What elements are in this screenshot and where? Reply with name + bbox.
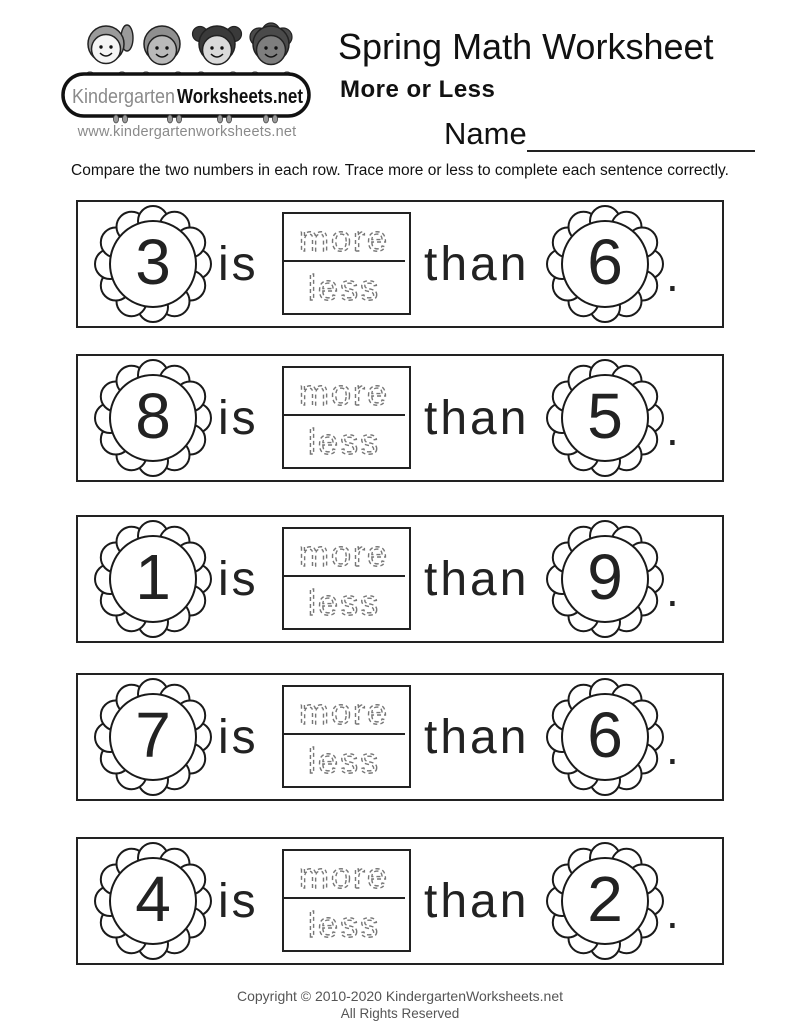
flower-right	[546, 842, 664, 960]
logo-kid-3	[193, 26, 242, 65]
flower-right	[546, 359, 664, 477]
flower-number: 2	[587, 863, 623, 935]
word-is: is	[218, 874, 259, 928]
name-line	[444, 114, 755, 152]
trace-word-more: more	[298, 691, 390, 732]
word-than: than	[424, 391, 530, 445]
flower-right	[546, 678, 664, 796]
trace-word-more: more	[298, 218, 390, 259]
more-less-tracebox[interactable]	[282, 527, 411, 630]
flower-right	[546, 205, 664, 323]
trace-word-more: more	[298, 533, 390, 574]
flower-number: 6	[587, 226, 623, 298]
flower-left	[94, 359, 212, 477]
word-is: is	[218, 237, 259, 291]
website-url: www.kindergartenworksheets.net	[77, 124, 297, 140]
trace-word-more: more	[298, 372, 390, 413]
trace-word-less: less	[307, 421, 381, 462]
word-than: than	[424, 552, 530, 606]
sentence-period: .	[666, 564, 679, 616]
word-is: is	[218, 710, 259, 764]
logo-kid-2	[144, 26, 180, 65]
rights-text: All Rights Reserved	[340, 1006, 460, 1021]
worksheet-row-2	[76, 354, 724, 482]
page-subtitle: More or Less	[340, 76, 496, 103]
sentence-period: .	[666, 886, 679, 938]
flower-left	[94, 520, 212, 638]
name-label: Name	[444, 116, 527, 151]
sentence-period: .	[666, 722, 679, 774]
flower-number: 6	[587, 699, 623, 771]
flower-number: 4	[135, 863, 171, 935]
worksheet-row-5	[76, 837, 724, 965]
flower-left	[94, 205, 212, 323]
trace-word-more: more	[298, 855, 390, 896]
word-than: than	[424, 874, 530, 928]
sentence-period: .	[666, 403, 679, 455]
instructions-text: Compare the two numbers in each row. Trace more or less to complete each sentence correctly.	[71, 162, 729, 179]
word-than: than	[424, 710, 530, 764]
worksheet-row-3	[76, 515, 724, 643]
trace-word-less: less	[307, 267, 381, 308]
flower-left	[94, 678, 212, 796]
copyright-text: Copyright © 2010-2020 KindergartenWorksheets.net	[236, 988, 564, 1004]
flower-number: 1	[135, 541, 171, 613]
name-blank-field[interactable]	[527, 114, 755, 152]
logo-text-worksheets: Worksheets.net	[177, 86, 304, 108]
worksheet-row-1	[76, 200, 724, 328]
word-is: is	[218, 552, 259, 606]
flower-number: 9	[587, 541, 623, 613]
logo-kid-4	[250, 23, 292, 65]
kindergartenworksheets-logo	[58, 14, 316, 124]
flower-number: 3	[135, 226, 171, 298]
more-less-tracebox[interactable]	[282, 685, 411, 788]
logo-kid-1	[88, 25, 133, 64]
word-than: than	[424, 237, 530, 291]
more-less-tracebox[interactable]	[282, 849, 411, 952]
flower-left	[94, 842, 212, 960]
trace-word-less: less	[307, 904, 381, 945]
flower-right	[546, 520, 664, 638]
more-less-tracebox[interactable]	[282, 366, 411, 469]
flower-number: 8	[135, 380, 171, 452]
flower-number: 7	[135, 699, 171, 771]
page-title: Spring Math Worksheet	[338, 26, 714, 67]
more-less-tracebox[interactable]	[282, 212, 411, 315]
word-is: is	[218, 391, 259, 445]
footer	[0, 988, 800, 1021]
flower-number: 5	[587, 380, 623, 452]
worksheet-row-4	[76, 673, 724, 801]
trace-word-less: less	[307, 582, 381, 623]
sentence-period: .	[666, 249, 679, 301]
logo-text-kindergarten: Kindergarten	[72, 86, 175, 108]
trace-word-less: less	[307, 740, 381, 781]
